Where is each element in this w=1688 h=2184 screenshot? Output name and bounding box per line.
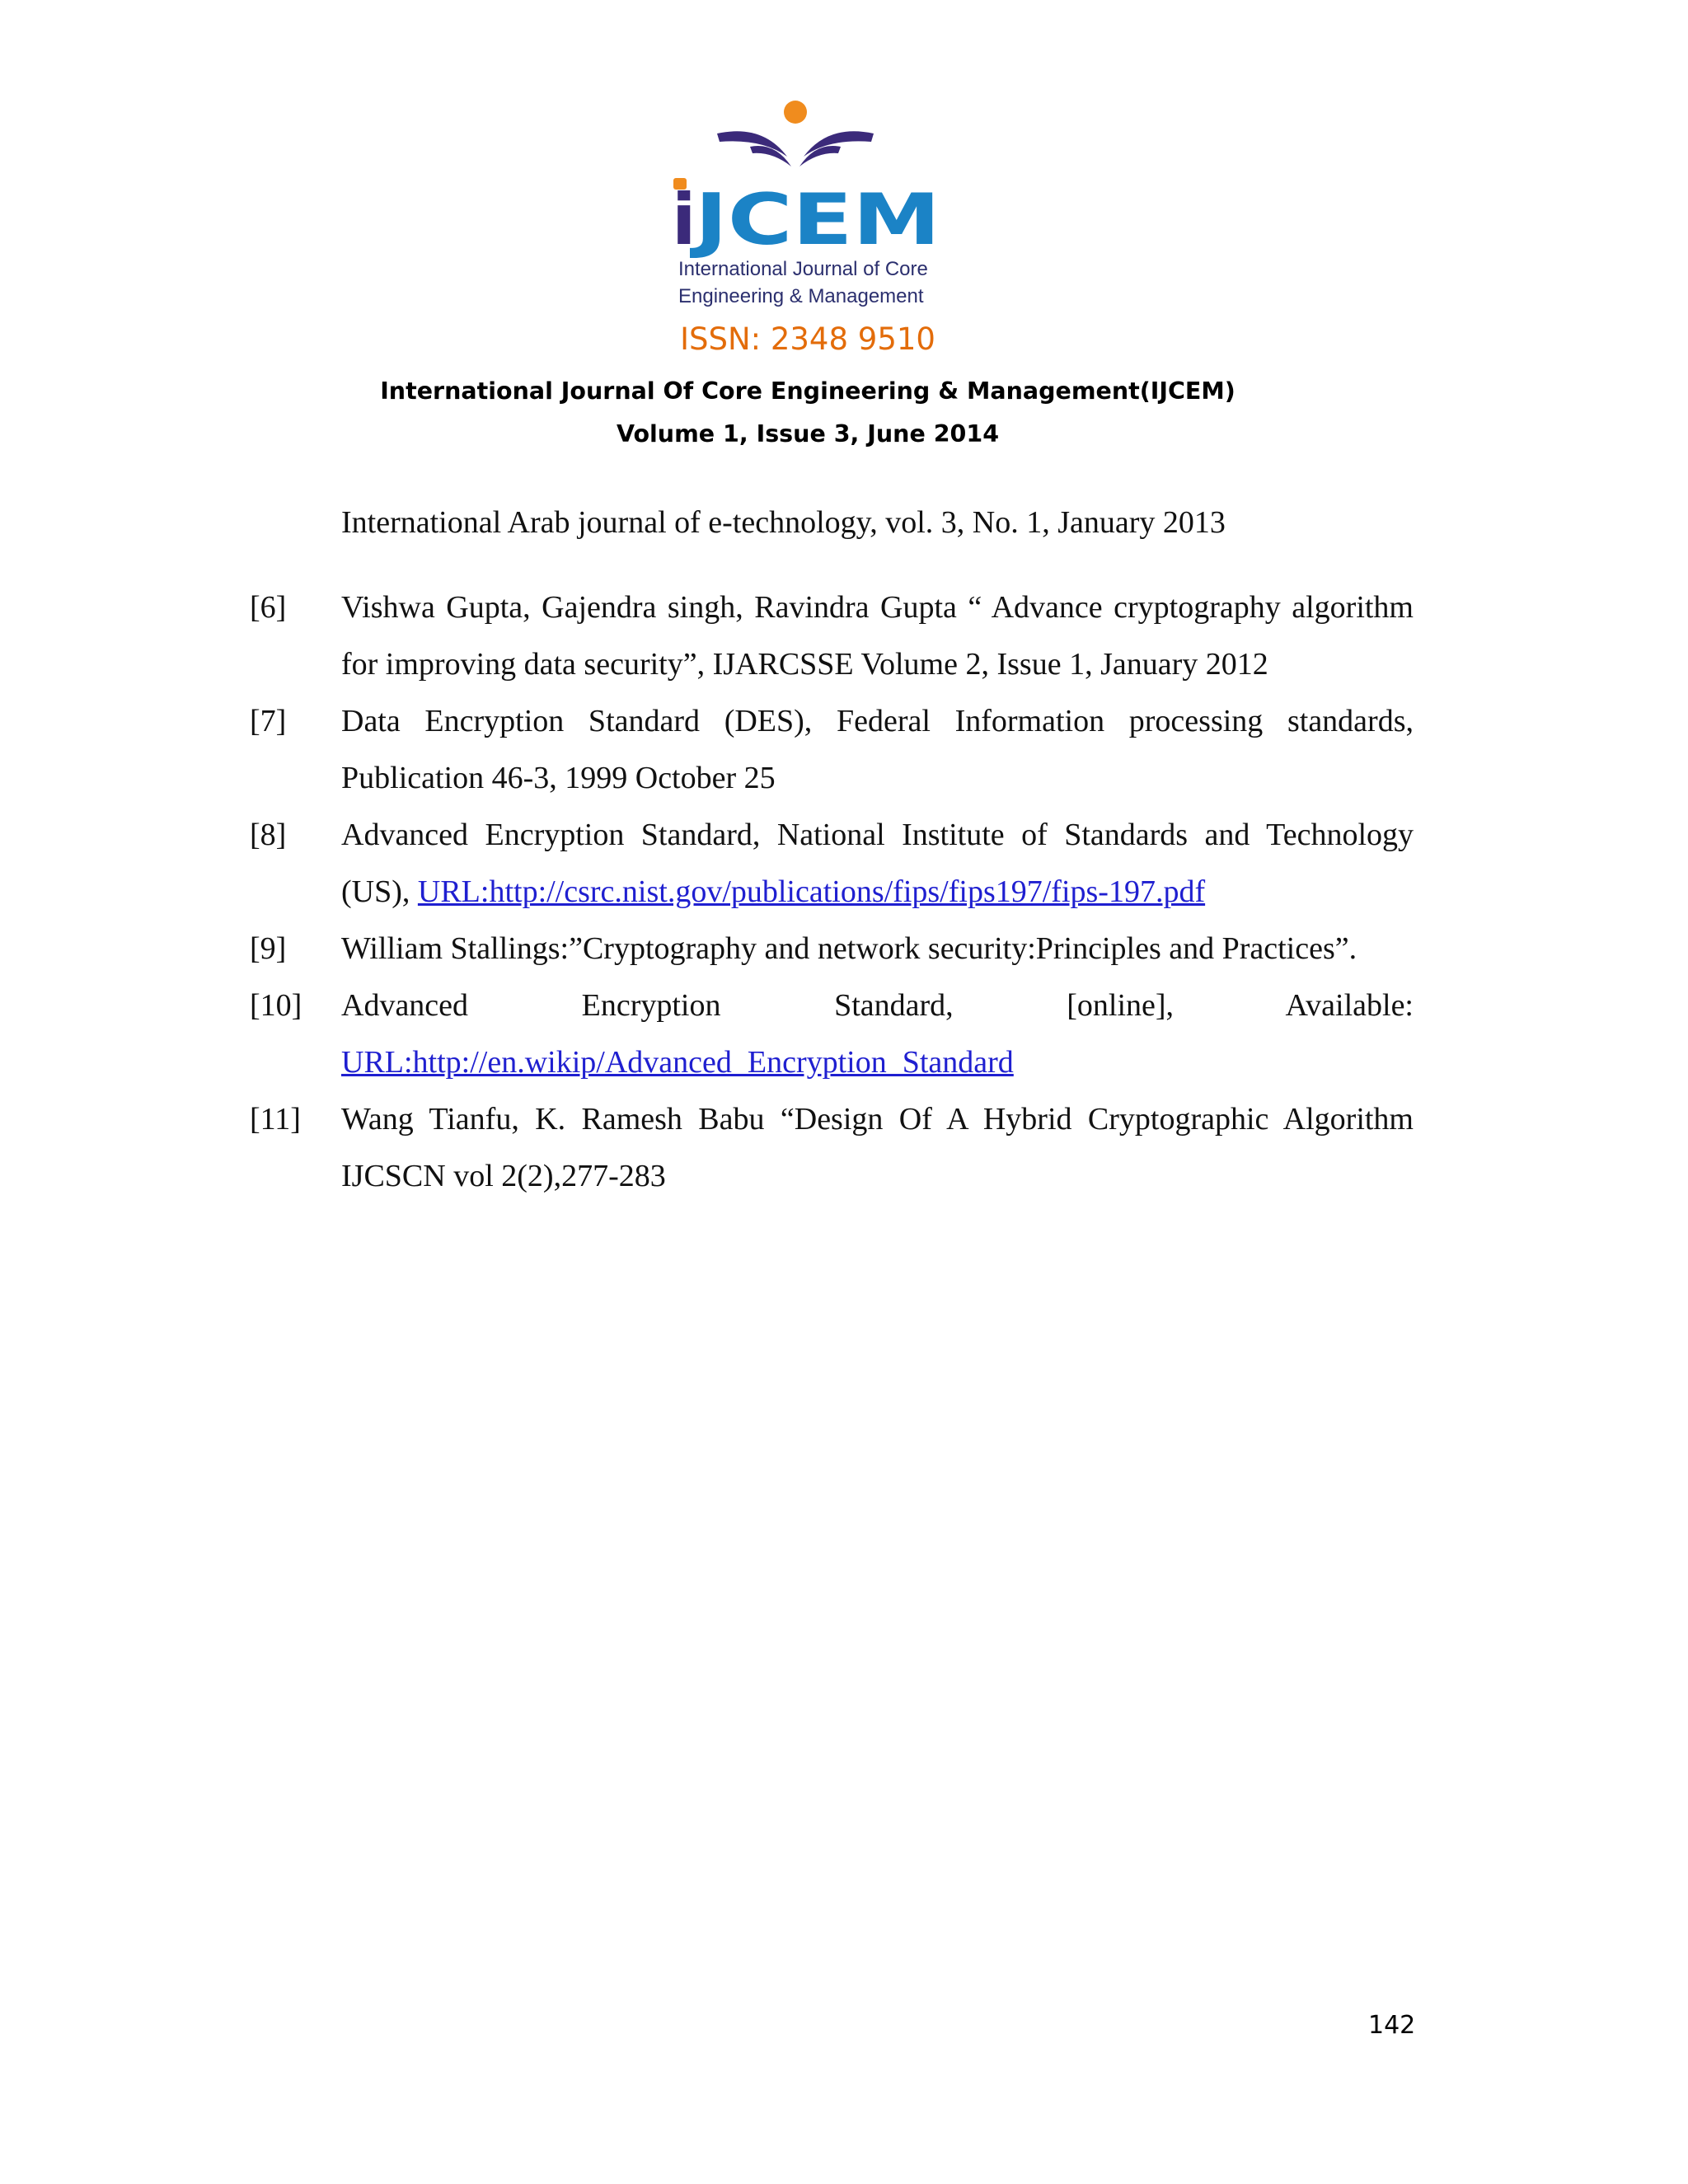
reference-text: Wang Tianfu, K. Ramesh Babu “Design Of A Hybrid Cryptographic Algorithm IJCSCN vol 2(2),277-283 xyxy=(341,1102,1414,1193)
references-list xyxy=(250,494,1414,1205)
reference-text: Data Encryption Standard (DES), Federal Information processing standards, Publication 46-3, 1999 October 25 xyxy=(341,704,1414,795)
reference-link-nist[interactable]: URL:http://csrc.nist.gov/publications/fips/fips197/fips-197.pdf xyxy=(417,874,1206,909)
reference-item-8 xyxy=(250,807,1414,921)
logo-letters-jcem-icon: JCEM xyxy=(689,179,940,261)
journal-volume: Volume 1, Issue 3, June 2014 xyxy=(616,420,1000,448)
logo-sun-icon xyxy=(784,101,807,124)
logo-wing-left-inner-icon xyxy=(750,146,791,166)
reference-item-7 xyxy=(250,693,1414,807)
logo-subtitle xyxy=(678,255,959,310)
reference-item-11 xyxy=(250,1091,1414,1205)
reference-text: William Stallings:”Cryptography and network security:Principles and Practices”. xyxy=(341,931,1357,966)
reference-number: [10] xyxy=(250,988,302,1023)
issn: ISSN: 2348 9510 xyxy=(680,321,935,357)
reference-number: [6] xyxy=(250,590,287,625)
reference-text: Vishwa Gupta, Gajendra singh, Ravindra Gupta “ Advance cryptography algorithm for improving data security”, IJARCSSE Volume 2, Issue 1, January 2012 xyxy=(341,590,1414,682)
reference-text-wrapper xyxy=(341,807,1414,921)
logo-subtitle-line2: Engineering & Management xyxy=(678,285,924,307)
reference-number: [11] xyxy=(250,1102,301,1137)
page-number: 142 xyxy=(1368,2011,1416,2040)
reference-item-10 xyxy=(250,977,1414,1091)
reference-number: [9] xyxy=(250,931,287,966)
reference-item-6 xyxy=(250,579,1414,693)
journal-title: International Journal Of Core Engineering & Management(IJCEM) xyxy=(380,377,1236,405)
logo-letter-i-icon: i xyxy=(672,179,696,261)
reference-number: [8] xyxy=(250,818,287,852)
reference-text-wrapper xyxy=(341,977,1414,1091)
reference-text: Advanced Encryption Standard, [online], Available: xyxy=(341,988,1414,1023)
logo-wing-right-inner-icon xyxy=(799,146,841,166)
logo-subtitle-line1: International Journal of Core xyxy=(678,258,928,280)
reference-text: Advanced Encryption Standard, National Institute of Standards and Technology (US), xyxy=(341,818,1414,909)
reference-item-9 xyxy=(250,921,1414,977)
reference-link-wikipedia[interactable]: URL:http://en.wikip/Advanced_Encryption_Standard xyxy=(341,1045,1014,1080)
reference-continuation: International Arab journal of e-technology, vol. 3, No. 1, January 2013 xyxy=(341,505,1226,540)
reference-number: [7] xyxy=(250,704,287,738)
